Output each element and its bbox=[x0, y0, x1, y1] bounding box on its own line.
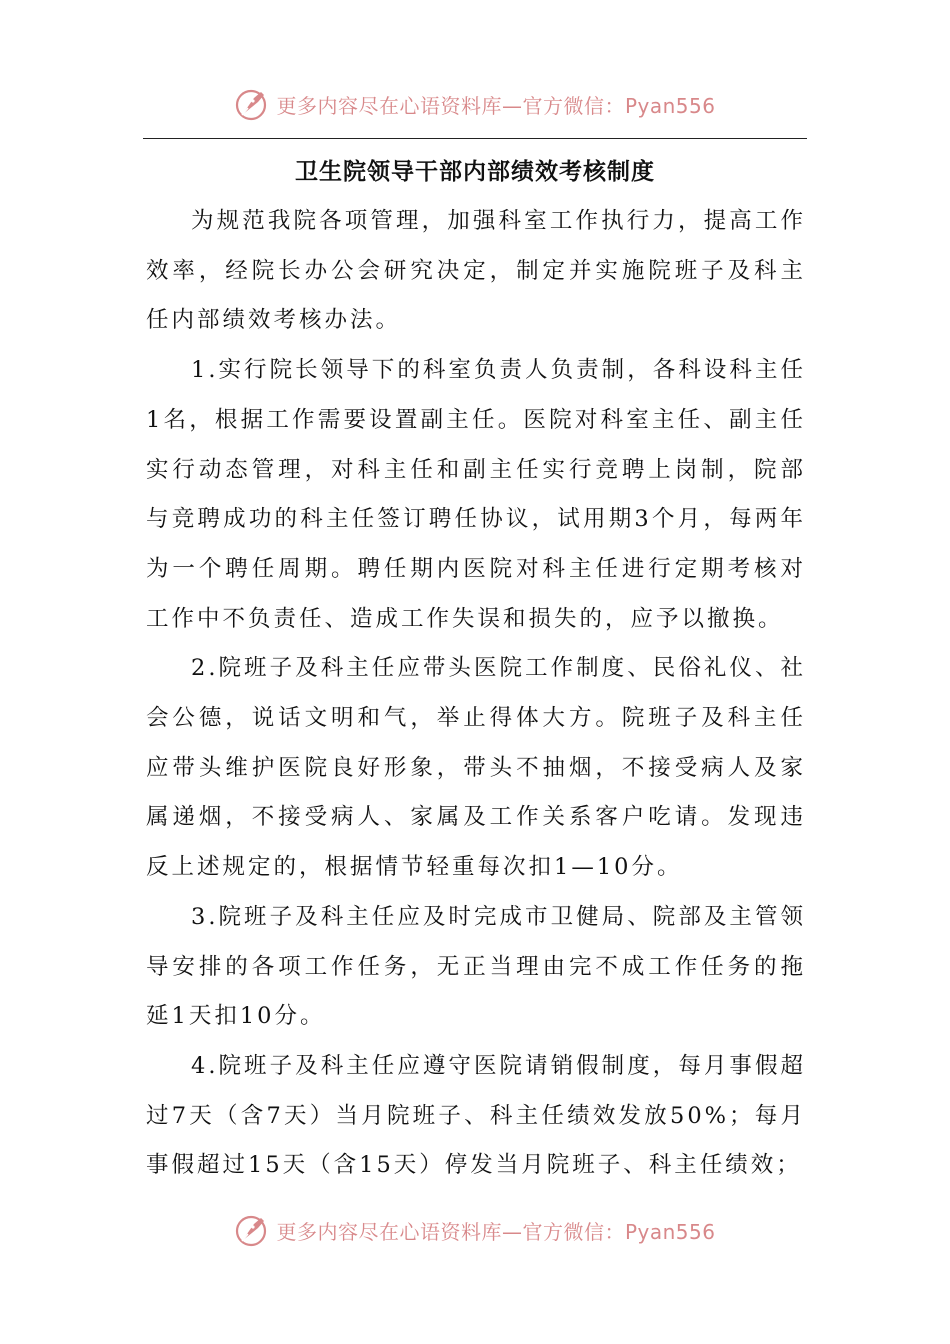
clause-4-paragraph: 4.院班子及科主任应遵守医院请销假制度，每月事假超过7天（含7天）当月院班子、科主任绩效发放50%；每月事假超过15天（含15天）停发当月院班子、科主任绩效； bbox=[146, 1052, 806, 1179]
pen-nib-logo-icon bbox=[234, 86, 270, 122]
intro-paragraph: 为规范我院各项管理，加强科室工作执行力，提高工作效率，经院长办公会研究决定，制定并实施院班子及科主任内部绩效考核办法。 bbox=[146, 208, 806, 334]
pen-nib-logo-icon bbox=[234, 1212, 270, 1248]
document-title: 卫生院领导干部内部绩效考核制度 bbox=[295, 159, 655, 185]
watermark-text: 更多内容尽在心语资料库—官方微信：Pyan556 bbox=[276, 1219, 716, 1244]
clause-3-paragraph: 3.院班子及科主任应及时完成市卫健局、院部及主管领导安排的各项工作任务，无正当理由完不成工作任务的拖延1天扣10分。 bbox=[146, 903, 806, 1030]
header-divider bbox=[143, 138, 807, 139]
clause-1-paragraph: 1.实行院长领导下的科室负责人负责制，各科设科主任1名，根据工作需要设置副主任。医院对科室主任、副主任实行动态管理，对科主任和副主任实行竞聘上岗制，院部与竞聘成功的科主任签订聘任协议，试用期3个月，每两年为一个聘任周期。聘任期内医院对科主任进行定期考核对工作中不负责任、造成工作失误和损失的，应予以撤换。 bbox=[146, 357, 806, 632]
watermark-banner-top bbox=[0, 84, 950, 124]
watermark-text: 更多内容尽在心语资料库—官方微信：Pyan556 bbox=[276, 93, 716, 118]
document-body bbox=[146, 197, 806, 1191]
watermark-banner-bottom bbox=[0, 1210, 950, 1250]
clause-2-paragraph: 2.院班子及科主任应带头医院工作制度、民俗礼仪、社会公德，说话文明和气，举止得体大方。院班子及科主任应带头维护医院良好形象，带头不抽烟，不接受病人及家属递烟，不接受病人、家属及工作关系客户吃请。发现违反上述规定的，根据情节轻重每次扣1—10分。 bbox=[146, 655, 806, 881]
